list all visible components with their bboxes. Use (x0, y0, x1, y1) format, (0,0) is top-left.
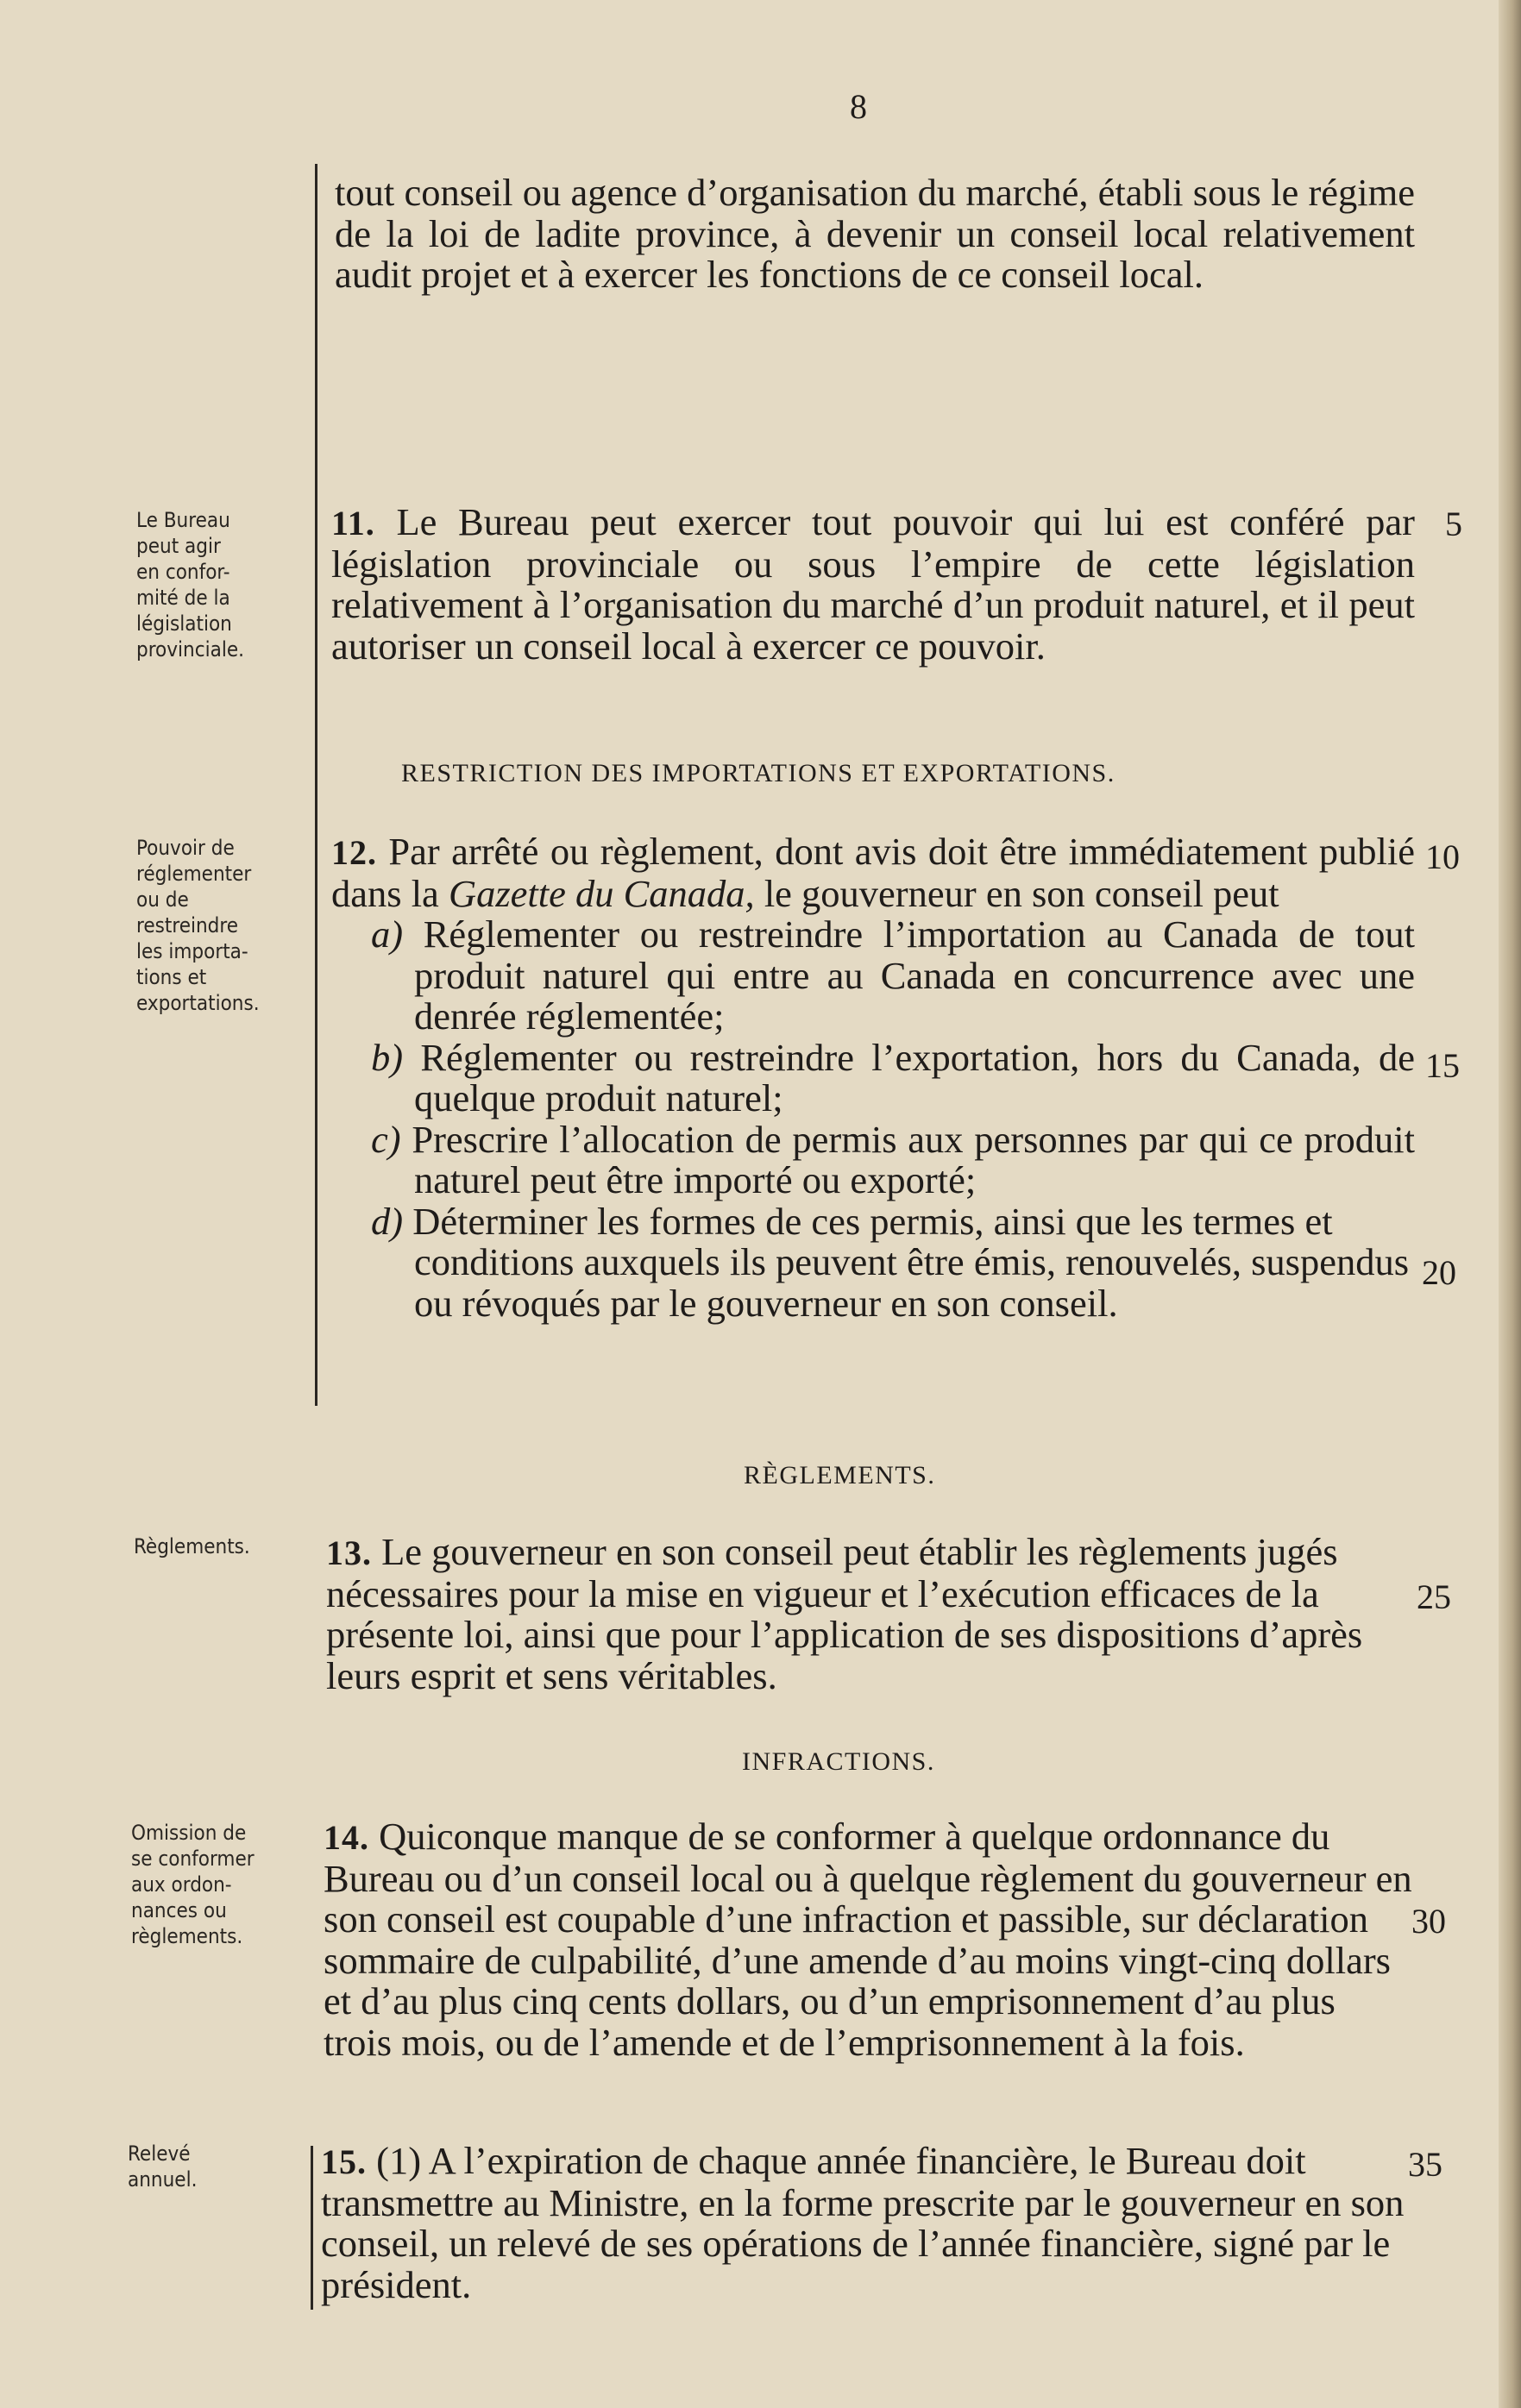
list-item: c) Prescrire l’allocation de permis aux personnes par qui ce produit naturel peut être importé ou exporté; (371, 1117, 1415, 1201)
section-15 (321, 2141, 1410, 2305)
margin-rule-upper (315, 164, 317, 1406)
section-text: Le Bureau peut exercer tout pouvoir qui lui est conféré par législation provinciale ou sous l’empire de cette législation relativement à l’organisation du marché d’un produit naturel, et il peut autoriser un conseil local à exercer ce pouvoir. (331, 500, 1416, 668)
line-number-25: 25 (1417, 1577, 1451, 1616)
heading-restriction: RESTRICTION DES IMPORTATIONS ET EXPORTATIONS. (401, 759, 1116, 787)
heading-infractions: INFRACTIONS. (742, 1747, 935, 1776)
line-number-10: 10 (1425, 837, 1460, 876)
page-edge-shadow (1499, 0, 1521, 2408)
section-number: 12. (331, 833, 377, 872)
section-number: 14. (324, 1818, 369, 1857)
line-number-35: 35 (1408, 2145, 1442, 2184)
margin-note-s12: Pouvoir de réglementer ou de restreindre les importa- tions et exportations. (136, 836, 260, 1015)
line-number-20: 20 (1422, 1253, 1456, 1292)
margin-rule-lower (311, 2146, 313, 2310)
section-14 (324, 1816, 1412, 2063)
list-item: a) Réglementer ou restreindre l’importation au Canada de tout produit naturel qui entre au Canada en concurrence avec une denrée réglementée; (371, 912, 1415, 1038)
line-number-5: 5 (1445, 505, 1462, 543)
line-number-30: 30 (1411, 1902, 1446, 1941)
gazette-title: Gazette du Canada, (448, 871, 755, 915)
list-item: d) Déterminer les formes de ces permis, ainsi que les termes et conditions auxquels ils peuvent être émis, renouvelés, suspendus ou révoqués par le gouverneur en son conseil. (371, 1199, 1410, 1325)
list-item: b) Réglementer ou restreindre l’exportation, hors du Canada, de quelque produit naturel; (371, 1035, 1415, 1119)
margin-note-s13: Règlements. (134, 1534, 250, 1558)
section-number: 15. (321, 2142, 367, 2181)
page-number: 8 (850, 87, 867, 126)
margin-note-s11: Le Bureau peut agir en confor- mité de la législation provinciale. (136, 508, 244, 662)
section-number: 13. (326, 1533, 372, 1572)
intro-paragraph: tout conseil ou agence d’organisation du marché, établi sous le régime de la loi de ladite province, à devenir un conseil local relativement audit projet et à exercer les fonctions de ce conseil local. (335, 171, 1415, 296)
section-text: Le gouverneur en son conseil peut établir les règlements jugés nécessaires pour la mise en vigueur et l’exécution efficaces de la présente loi, ainsi que pour l’application de ses dispositions d’après leurs esprit et sens véritables. (326, 1530, 1363, 1697)
margin-note-s14: Omission de se conformer aux ordon- nances ou règlements. (131, 1821, 255, 1948)
margin-note-s15: Relevé annuel. (128, 2141, 198, 2192)
section-13 (326, 1532, 1415, 1696)
section-text: Quiconque manque de se conformer à quelque ordonnance du Bureau ou d’un conseil local ou à quelque règlement du gouverneur en son conseil est coupable d’une infraction et passible, sur déclaration sommaire de culpabilité, d’une amende d’au moins vingt-cinq dollars et d’au plus cinq cents dollars, ou d’un emprisonnement d’au plus trois mois, ou de l’amende et de l’emprisonnement à la fois. (324, 1815, 1412, 2064)
section-number: 11. (331, 504, 375, 542)
heading-reglements: RÈGLEMENTS. (744, 1461, 936, 1489)
section-11 (331, 502, 1415, 667)
section-text: (1) A l’expiration de chaque année financière, le Bureau doit transmettre au Ministre, en la forme prescrite par le gouverneur en son conseil, un relevé de ses opérations de l’année financière, signé par le président. (321, 2139, 1405, 2306)
section-12: 12. Par arrêté ou règlement, dont avis doit être immédiatement publié dans la Gazette du Canada, le gouverneur en son conseil peut a) Réglementer ou restreindre l’importation au Canada de tout produit naturel qui entre au Canada en concurrence avec une denrée réglementée; b) Réglementer ou restreindre l’exportation, hors du Canada, de quelque produit naturel; c) Prescrire l’allocation de permis aux personnes par qui ce produit naturel peut être importé ou exporté; d) Déterminer les formes de ces permis, ainsi que les termes et conditions auxquels ils peuvent être émis, renouvelés, suspendus ou révoqués par le gouverneur en son conseil. (331, 830, 1415, 1325)
line-number-15: 15 (1425, 1046, 1460, 1085)
